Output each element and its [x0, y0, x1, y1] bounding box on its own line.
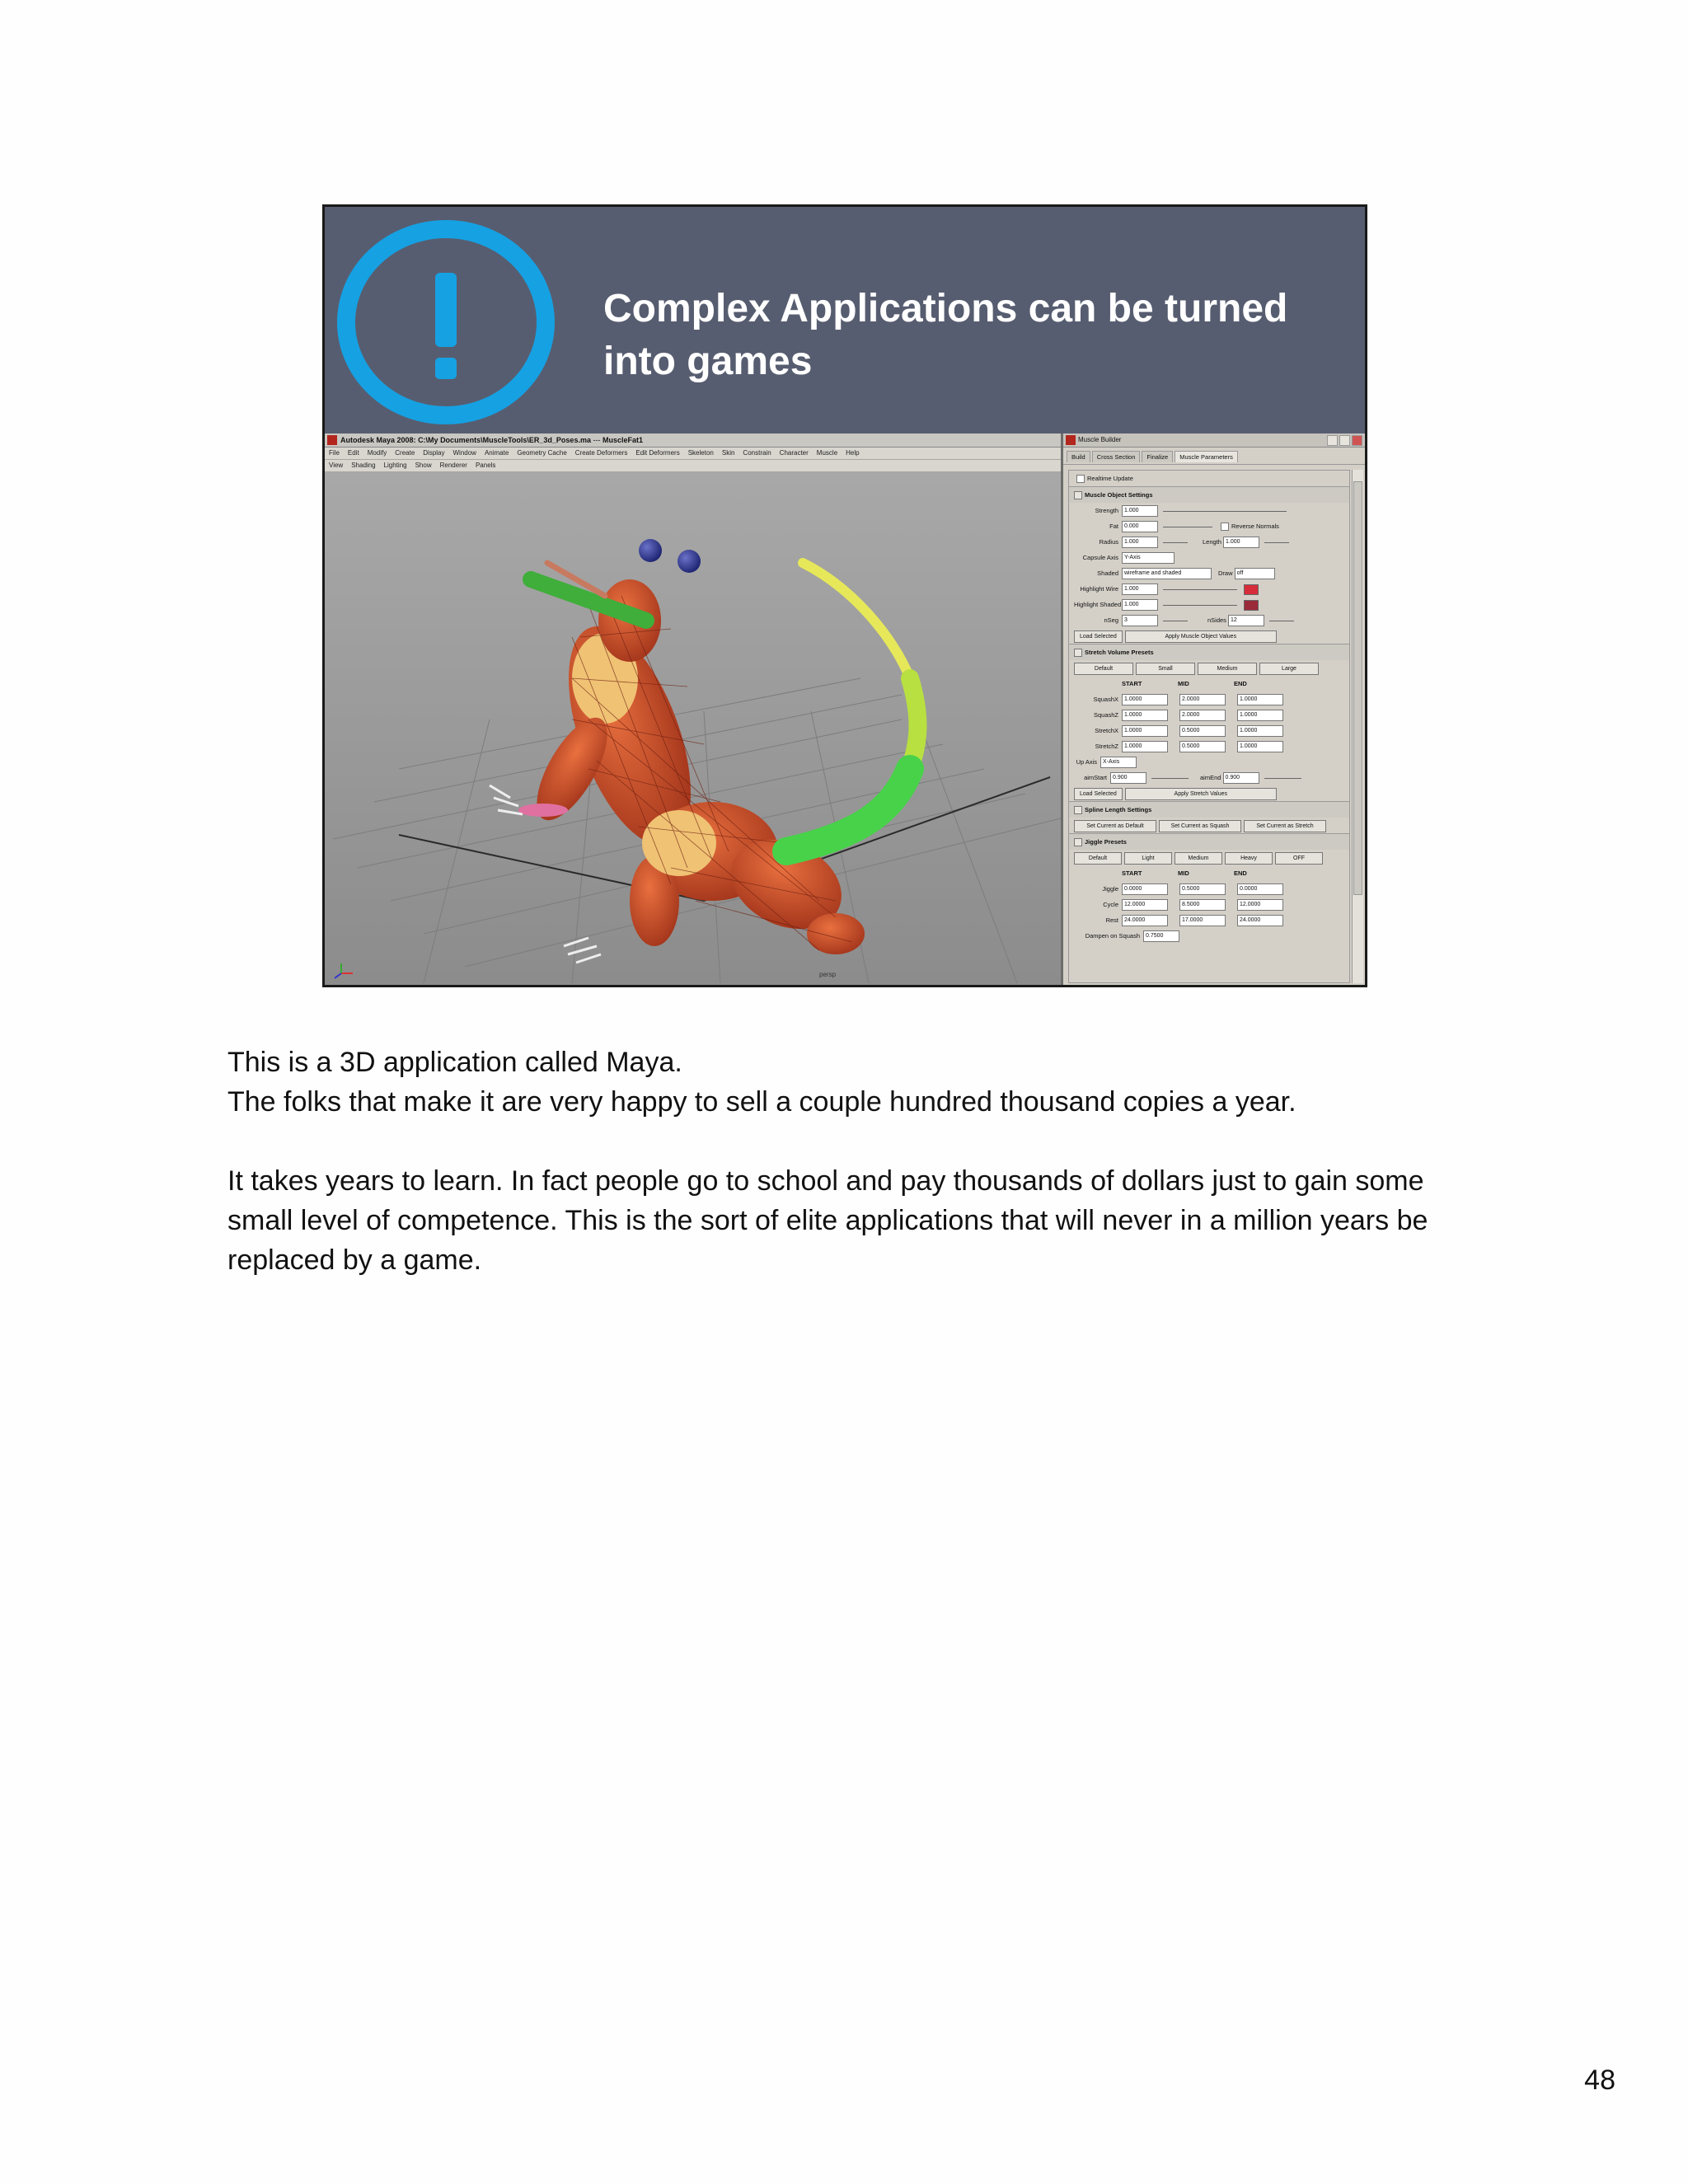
column-header-mid: MID: [1178, 680, 1189, 687]
highlight-shaded-color-swatch[interactable]: [1244, 600, 1259, 611]
nseg-field[interactable]: 3: [1122, 615, 1158, 626]
table-row: [1069, 897, 1349, 912]
notes-line: This is a 3D application called Maya.: [227, 1047, 682, 1078]
row-label: Jiggle: [1102, 885, 1118, 893]
value-field[interactable]: 24.0000: [1122, 915, 1168, 926]
capsule-axis-select[interactable]: Y-Axis: [1122, 552, 1175, 564]
editor-title: Muscle Builder: [1078, 436, 1122, 443]
value-field[interactable]: 1.0000: [1237, 694, 1283, 705]
menu-item-muscle[interactable]: Muscle: [816, 449, 838, 457]
stretch-value-rows: [1069, 691, 1349, 754]
value-field[interactable]: 0.0000: [1237, 883, 1283, 895]
panel-menu-view[interactable]: View: [329, 462, 344, 469]
value-field[interactable]: 1.0000: [1122, 710, 1168, 721]
notes-paragraph: It takes years to learn. In fact people go to school and pay thousands of dollars just to gain some small level of competence. This is the sort of elite applications that will never in a million years be replaced by a game.: [227, 1165, 1428, 1276]
speaker-notes: [227, 1043, 1489, 1280]
menu-item-create[interactable]: Create: [395, 449, 415, 457]
menu-item-window[interactable]: Window: [452, 449, 476, 457]
default-button[interactable]: Default: [1074, 663, 1133, 675]
highlight-wire-color-swatch[interactable]: [1244, 584, 1259, 595]
notes-line: The folks that make it are very happy to sell a couple hundred thousand copies a year.: [227, 1086, 1296, 1118]
apply-stretch-values-button[interactable]: Apply Stretch Values: [1125, 788, 1277, 800]
set-current-as-default-button[interactable]: Set Current as Default: [1074, 820, 1156, 832]
tab-muscle-parameters[interactable]: Muscle Parameters: [1175, 451, 1238, 462]
stretch-column-headers: [1069, 676, 1349, 691]
collapse-triangle-icon: [1074, 649, 1082, 657]
menu-item-animate[interactable]: Animate: [484, 449, 509, 457]
section-spline-length-settings[interactable]: Spline Length Settings: [1069, 801, 1349, 818]
load-selected-button[interactable]: Load Selected: [1074, 630, 1123, 643]
menu-item-modify[interactable]: Modify: [367, 449, 387, 457]
row-label: SquashZ: [1093, 711, 1118, 719]
highlight-wire-field[interactable]: 1.000: [1122, 583, 1158, 595]
menu-item-edit-deformers[interactable]: Edit Deformers: [635, 449, 680, 457]
slide-image: [322, 204, 1367, 987]
menu-item-character[interactable]: Character: [779, 449, 809, 457]
menu-item-constrain[interactable]: Constrain: [743, 449, 771, 457]
table-row: [1069, 881, 1349, 897]
default-button[interactable]: Default: [1074, 852, 1122, 865]
section-stretch-volume-presets[interactable]: Stretch Volume Presets: [1069, 644, 1349, 660]
apply-muscle-object-values-button[interactable]: Apply Muscle Object Values: [1125, 630, 1277, 643]
strength-field[interactable]: 1.000: [1122, 505, 1158, 517]
maya-window: [325, 434, 1365, 985]
strength-slider[interactable]: [1163, 511, 1287, 512]
maximize-icon[interactable]: [1339, 435, 1350, 446]
editor-tabs: [1063, 448, 1365, 465]
jiggle-value-rows: [1069, 881, 1349, 928]
slide-header: [325, 207, 1365, 434]
medium-button[interactable]: Medium: [1175, 852, 1222, 865]
viewport-panel-menubar: [325, 460, 1061, 472]
muscle-parameters-form: Realtime Update Muscle Object Settings Strength 1.000 Fat 0.000 Reverse Normals Radius 1.000 Length 1.000 Capsule Axis Y-Axis Shaded wireframe and shaded Draw off Highlight Wire 1.000 Highlight Shaded 1.000 nSeg 3 nSides 12 Load Selected Apply Muscle Object Values Stretch Volume Presets Default Small Medium Large START MID END SquashX 1.0000 2.0000 1.0000 SquashZ 1.0000 2.0000 1.0000 StretchX 1.0000 0.5000 1.0000 StretchZ 1.0000 0.5000 1.0000 Up Axis X-Axis aimStart 0.900 aimEnd 0.900 Load Selected Apply Stretch Values Spline Length Settings Set Current as Default Set Current as Squash Set Current as Stretch Jiggle Presets Default Light Medium Heavy OFF START MID END Jiggle 0.0000 0.5000 0.0000 Cycle 12.0000 8.5000 12.0000 Rest 24.0000 17.0000 24.0000 Dampen on Squash 0.7500: [1068, 470, 1350, 983]
table-row: [1069, 707, 1349, 723]
table-row: [1069, 691, 1349, 707]
value-field[interactable]: 12.0000: [1237, 899, 1283, 911]
row-label: SquashX: [1093, 696, 1118, 703]
medium-button[interactable]: Medium: [1198, 663, 1257, 675]
light-button[interactable]: Light: [1124, 852, 1172, 865]
window-title-app: Autodesk Maya 2008:: [340, 436, 416, 444]
value-field[interactable]: 2.0000: [1179, 694, 1226, 705]
jiggle-preset-buttons: [1069, 850, 1349, 865]
length-field[interactable]: 1.000: [1223, 537, 1259, 548]
3d-viewport[interactable]: [325, 472, 1061, 985]
radius-slider[interactable]: [1163, 542, 1188, 543]
realtime-update-label: Realtime Update: [1087, 475, 1133, 482]
highlight-shaded-slider[interactable]: [1163, 605, 1237, 606]
menu-item-display[interactable]: Display: [423, 449, 445, 457]
stretch-preset-buttons: [1069, 660, 1349, 676]
value-field[interactable]: 0.5000: [1179, 883, 1226, 895]
tab-finalize[interactable]: Finalize: [1142, 451, 1173, 462]
panel-menu-panels[interactable]: Panels: [475, 462, 496, 469]
column-header-mid: MID: [1178, 869, 1189, 877]
aim-start-slider[interactable]: [1151, 778, 1189, 779]
value-field[interactable]: 24.0000: [1237, 915, 1283, 926]
menu-item-skin[interactable]: Skin: [721, 449, 735, 457]
panel-menu-shading[interactable]: Shading: [351, 462, 376, 469]
muscle-builder-window: [1061, 434, 1365, 985]
set-current-as-stretch-button[interactable]: Set Current as Stretch: [1244, 820, 1326, 832]
realtime-update-checkbox[interactable]: [1076, 475, 1085, 483]
panel-menu-lighting[interactable]: Lighting: [383, 462, 407, 469]
value-field[interactable]: 1.0000: [1237, 710, 1283, 721]
column-header-end: END: [1234, 869, 1247, 877]
maya-menubar: [325, 448, 1061, 460]
value-field[interactable]: 8.5000: [1179, 899, 1226, 911]
panel-menu-show[interactable]: Show: [415, 462, 432, 469]
menu-item-skeleton[interactable]: Skeleton: [687, 449, 714, 457]
column-header-start: START: [1122, 869, 1142, 877]
set-current-as-squash-button[interactable]: Set Current as Squash: [1159, 820, 1241, 832]
value-field[interactable]: 1.0000: [1237, 741, 1283, 752]
section-muscle-object-settings[interactable]: Muscle Object Settings: [1069, 486, 1349, 503]
editor-app-icon: [1066, 435, 1076, 445]
highlight-wire-slider[interactable]: [1163, 589, 1237, 590]
exclamation-icon: [335, 219, 556, 425]
locator-sphere: [639, 539, 662, 562]
tab-build[interactable]: Build: [1067, 451, 1090, 462]
value-field[interactable]: 0.0000: [1122, 883, 1168, 895]
load-selected-button[interactable]: Load Selected: [1074, 788, 1123, 800]
table-row: [1069, 738, 1349, 754]
aim-start-field[interactable]: 0.900: [1110, 772, 1146, 784]
editor-titlebar: [1063, 434, 1365, 448]
scrollbar-thumb[interactable]: [1353, 481, 1362, 895]
viewport-camera-label: persp: [819, 971, 837, 978]
page-number: 48: [1584, 2064, 1615, 2096]
table-row: [1069, 912, 1349, 928]
spline-length-buttons: [1069, 818, 1349, 833]
highlight-shaded-field[interactable]: 1.000: [1122, 599, 1158, 611]
value-field[interactable]: 1.0000: [1122, 694, 1168, 705]
fat-field[interactable]: 0.000: [1122, 521, 1158, 532]
menu-item-create-deformers[interactable]: Create Deformers: [574, 449, 628, 457]
value-field[interactable]: 0.5000: [1179, 725, 1226, 737]
large-button[interactable]: Large: [1259, 663, 1319, 675]
radius-field[interactable]: 1.000: [1122, 537, 1158, 548]
value-field[interactable]: 0.5000: [1179, 741, 1226, 752]
table-row: [1069, 723, 1349, 738]
aim-end-slider[interactable]: [1264, 778, 1301, 779]
panel-menu-renderer[interactable]: Renderer: [439, 462, 467, 469]
off-button[interactable]: OFF: [1275, 852, 1323, 865]
menu-item-geometry-cache[interactable]: Geometry Cache: [517, 449, 567, 457]
small-button[interactable]: Small: [1136, 663, 1195, 675]
window-title-sep: ---: [593, 436, 601, 444]
section-jiggle-presets[interactable]: Jiggle Presets: [1069, 833, 1349, 850]
column-header-start: START: [1122, 680, 1142, 687]
value-field[interactable]: 2.0000: [1179, 710, 1226, 721]
length-slider[interactable]: [1264, 542, 1289, 543]
collapse-triangle-icon: [1074, 806, 1082, 814]
value-field[interactable]: 1.0000: [1122, 725, 1168, 737]
locator-sphere: [678, 550, 701, 573]
tab-cross-section[interactable]: Cross Section: [1092, 451, 1141, 462]
maya-titlebar: [325, 434, 1061, 448]
value-field[interactable]: 1.0000: [1122, 741, 1168, 752]
reverse-normals-checkbox[interactable]: [1221, 523, 1229, 531]
column-header-end: END: [1234, 680, 1247, 687]
value-field[interactable]: 1.0000: [1237, 725, 1283, 737]
up-axis-select[interactable]: X-Axis: [1100, 757, 1137, 768]
value-field[interactable]: 12.0000: [1122, 899, 1168, 911]
maya-main-pane: [325, 434, 1061, 985]
minimize-icon[interactable]: [1327, 435, 1338, 446]
collapse-triangle-icon: [1074, 491, 1082, 499]
nsides-field[interactable]: 12: [1228, 615, 1264, 626]
shaded-select[interactable]: wireframe and shaded: [1122, 568, 1212, 579]
row-label: StretchX: [1095, 727, 1118, 734]
menu-item-edit[interactable]: Edit: [347, 449, 359, 457]
window-title-path: C:\My Documents\MuscleTools\ER_3d_Poses.ma: [418, 436, 591, 444]
menu-item-file[interactable]: File: [329, 449, 340, 457]
close-icon[interactable]: [1352, 435, 1362, 446]
window-title-object: MuscleFat1: [603, 436, 644, 444]
heavy-button[interactable]: Heavy: [1225, 852, 1273, 865]
jiggle-column-headers: [1069, 865, 1349, 881]
editor-scrollbar[interactable]: [1352, 470, 1363, 983]
row-label: Cycle: [1103, 901, 1118, 908]
row-label: StretchZ: [1095, 743, 1118, 750]
collapse-triangle-icon: [1074, 838, 1082, 846]
aim-end-field[interactable]: 0.900: [1223, 772, 1259, 784]
menu-item-help[interactable]: Help: [846, 449, 860, 457]
dampen-on-squash-field[interactable]: 0.7500: [1143, 930, 1179, 942]
value-field[interactable]: 17.0000: [1179, 915, 1226, 926]
maya-app-icon: [327, 435, 337, 445]
draw-select[interactable]: off: [1235, 568, 1275, 579]
row-label: Rest: [1105, 916, 1118, 924]
slide-title: Complex Applications can be turned into games: [603, 287, 1288, 383]
